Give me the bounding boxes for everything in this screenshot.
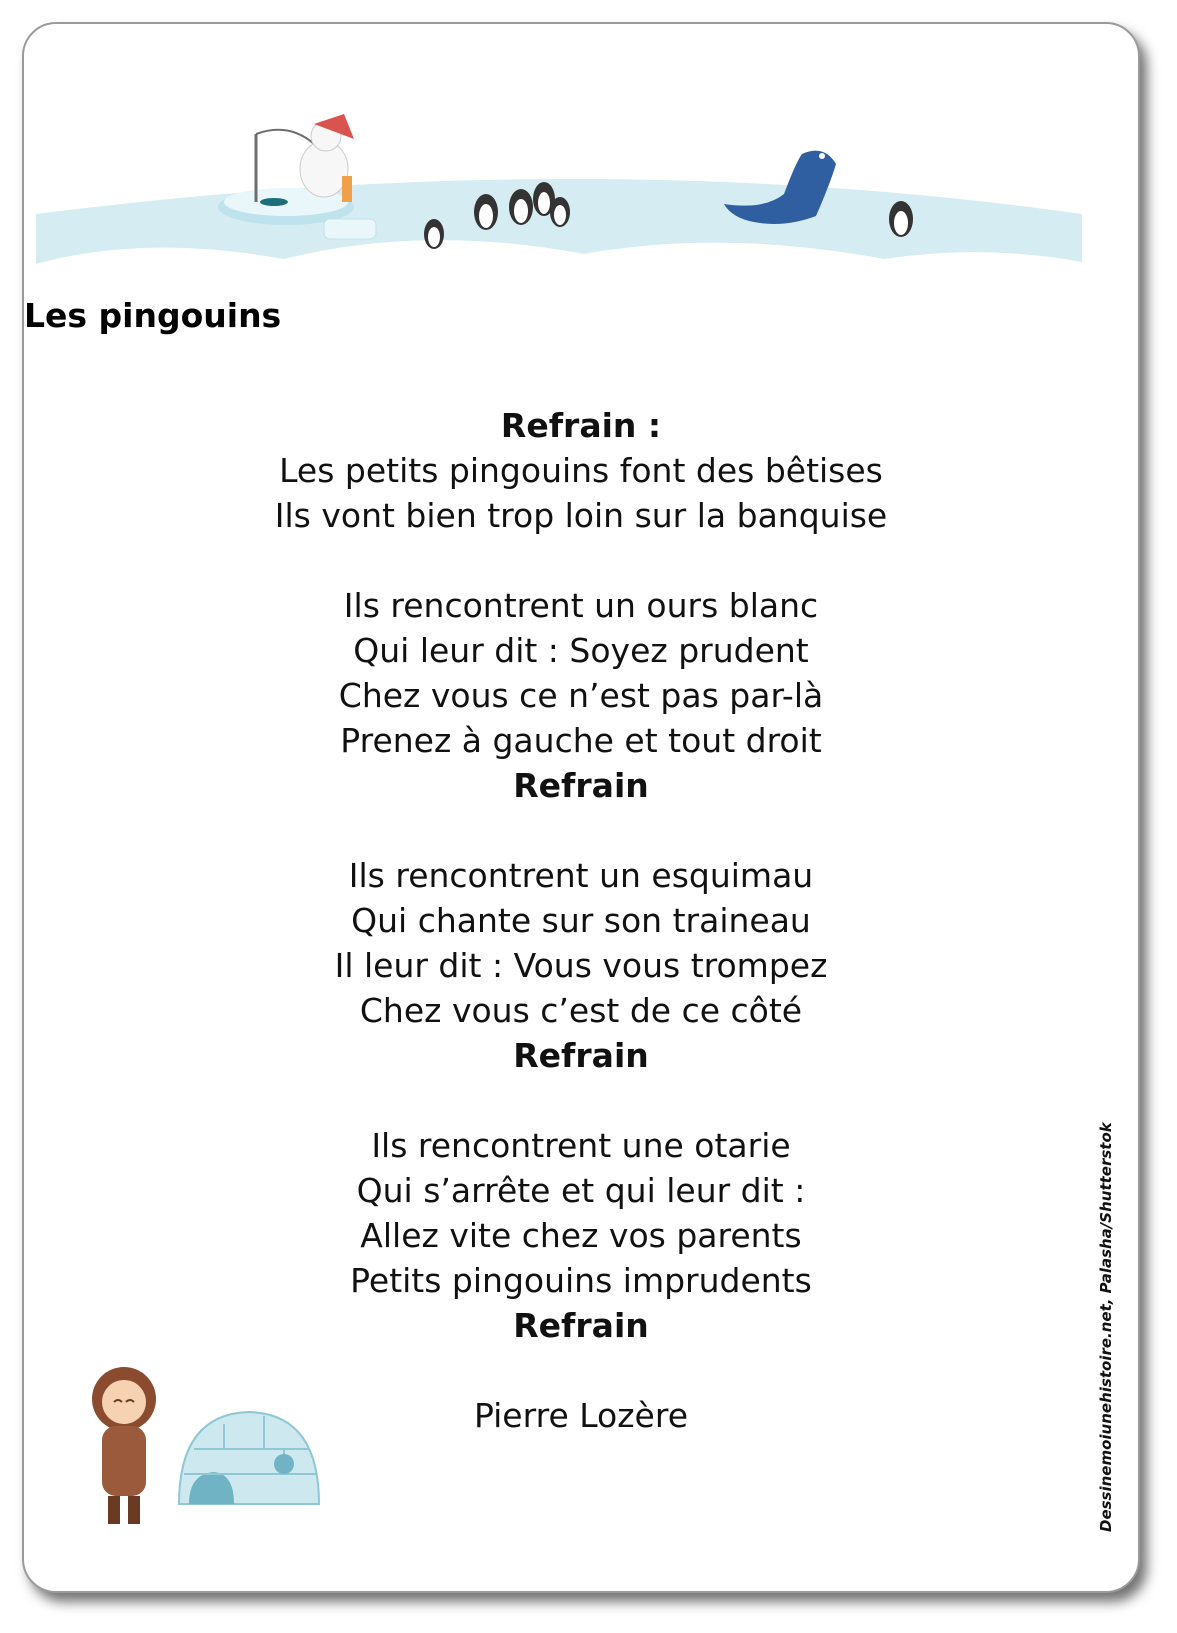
refrain-marker: Refrain xyxy=(513,766,649,805)
verse-line: Prenez à gauche et tout droit xyxy=(340,721,822,760)
song-card xyxy=(22,22,1140,1593)
refrain-marker: Refrain xyxy=(513,1306,649,1345)
polar-bear-icon xyxy=(218,114,376,239)
song-title: Les pingouins xyxy=(24,296,282,335)
verse-line: Il leur dit : Vous vous trompez xyxy=(334,946,828,985)
verse-line: Ils rencontrent un ours blanc xyxy=(343,586,819,625)
verse-line: Petits pingouins imprudents xyxy=(350,1261,812,1300)
verse-line: Chez vous c’est de ce côté xyxy=(359,991,803,1030)
verse-line: Qui leur dit : Soyez prudent xyxy=(353,631,809,670)
refrain-line: Les petits pingouins font des bêtises xyxy=(279,451,883,490)
arctic-banner-illustration xyxy=(24,84,1138,314)
verse-line: Allez vite chez vos parents xyxy=(360,1216,802,1255)
verse-line: Qui s’arrête et qui leur dit : xyxy=(356,1171,806,1210)
verse-line: Qui chante sur son traineau xyxy=(351,901,811,940)
igloo-icon xyxy=(179,1412,319,1504)
verse-line: Ils rencontrent un esquimau xyxy=(348,856,814,895)
image-credit: Dessinemoiunehistoire.net, Palasha/Shutterstok xyxy=(1097,1122,1115,1532)
refrain-line: Ils vont bien trop loin sur la banquise xyxy=(274,496,888,535)
verse-line: Chez vous ce n’est pas par-là xyxy=(338,676,824,715)
eskimo-child-icon xyxy=(92,1367,156,1524)
eskimo-igloo-illustration xyxy=(84,1354,324,1554)
refrain-marker: Refrain xyxy=(513,1036,649,1075)
refrain-heading: Refrain : xyxy=(500,406,662,445)
verse-line: Ils rencontrent une otarie xyxy=(371,1126,791,1165)
author: Pierre Lozère xyxy=(473,1396,689,1435)
